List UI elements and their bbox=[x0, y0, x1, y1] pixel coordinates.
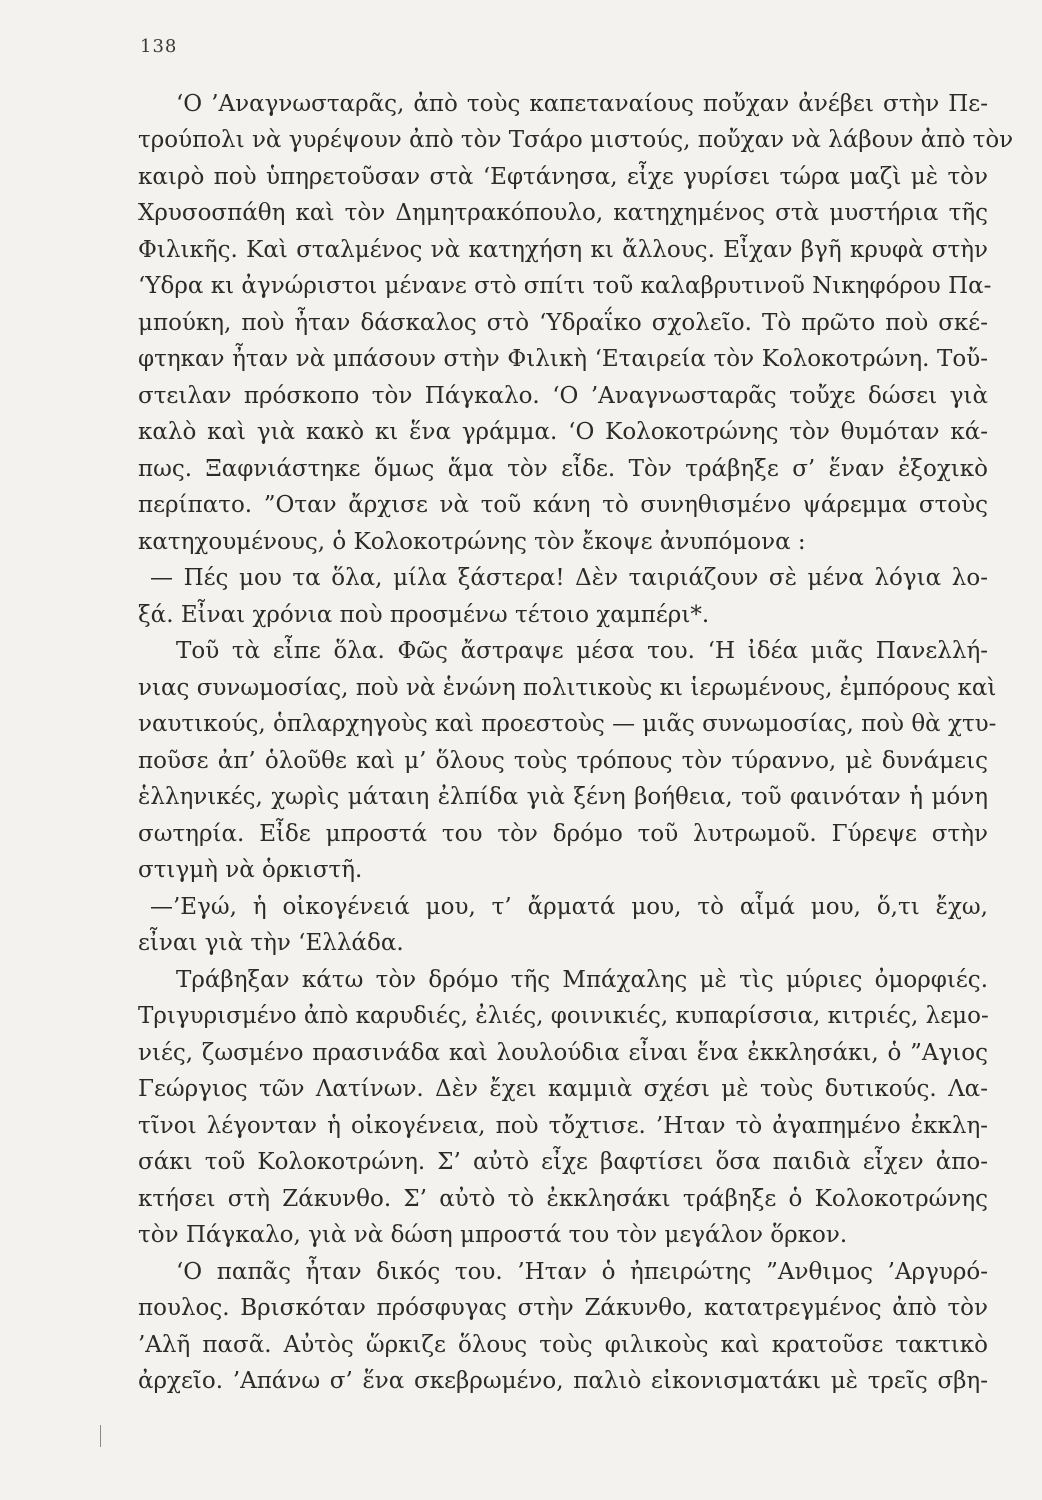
text-line: ποῦσε ἀπ’ ὁλοῦθε καὶ μ’ ὅλους τοὺς τρόπους τὸν τύραννο, μὲ δυνάμεις bbox=[138, 748, 988, 774]
text-line: Γεώργιος τῶν Λατίνων. Δὲν ἔχει καμμιὰ σχέσι μὲ τοὺς δυτικούς. Λα- bbox=[138, 1076, 988, 1102]
text-line: ‘Ο ’Αναγνωσταρᾶς, ἀπὸ τοὺς καπεταναίους ποὔχαν ἀνέβει στὴν Πε- bbox=[176, 91, 988, 117]
text-line: τῖνοι λέγονταν ἡ οἰκογένεια, ποὺ τὄχτισε. ’Ηταν τὸ ἀγαπημένο ἐκκλη- bbox=[138, 1113, 988, 1139]
text-line: ναυτικούς, ὁπλαρχηγοὺς καὶ προεστοὺς — μιᾶς συνωμοσίας, ποὺ θὰ χτυ- bbox=[138, 711, 997, 737]
text-line: Φιλικῆς. Καὶ σταλμένος νὰ κατηχήση κι ἄλλους. Εἶχαν βγῆ κρυφὰ στὴν bbox=[138, 237, 988, 263]
text-line: ‘Υδρα κι ἀγνώριστοι μένανε στὸ σπίτι τοῦ καλαβρυτινοῦ Νικηφόρου Πα- bbox=[138, 273, 992, 299]
text-line: πως. Ξαφνιάστηκε ὅμως ἅμα τὸν εἶδε. Τὸν τράβηξε σ’ ἕναν ἐξοχικὸ bbox=[138, 456, 988, 482]
text-line: Τράβηξαν κάτω τὸν δρόμο τῆς Μπάχαλης μὲ τὶς μύριες ὀμορφιές. bbox=[176, 967, 988, 993]
margin-mark bbox=[100, 1425, 101, 1447]
text-line: ‘Ο παπᾶς ἦταν δικός του. ’Ηταν ὁ ἠπειρώτης ”Ανθιμος ’Αργυρό- bbox=[176, 1259, 988, 1285]
text-line: τρούπολι νὰ γυρέψουν ἀπὸ τὸν Τσάρο μιστούς, ποὔχαν νὰ λάβουν ἀπὸ τὸν bbox=[138, 127, 1014, 153]
text-line: στειλαν πρόσκοπο τὸν Πάγκαλο. ‘Ο ’Αναγνωσταρᾶς τοὔχε δώσει γιὰ bbox=[138, 383, 988, 409]
text-line: κτήσει στὴ Ζάκυνθο. Σ’ αὐτὸ τὸ ἐκκλησάκι τράβηξε ὁ Κολοκοτρώνης bbox=[138, 1186, 988, 1212]
text-line: καλὸ καὶ γιὰ κακὸ κι ἕνα γράμμα. ‘Ο Κολοκοτρώνης τὸν θυμόταν κά- bbox=[138, 419, 988, 445]
text-line: Τριγυρισμένο ἀπὸ καρυδιές, ἐλιές, φοινικιές, κυπαρίσσια, κιτριές, λεμο- bbox=[138, 1003, 989, 1029]
text-line: ’Αλῆ πασᾶ. Αὐτὸς ὥρκιζε ὅλους τοὺς φιλικοὺς καὶ κρατοῦσε τακτικὸ bbox=[138, 1332, 988, 1358]
text-line: ἀρχεῖο. ’Απάνω σ’ ἕνα σκεβρωμένο, παλιὸ εἰκονισματάκι μὲ τρεῖς σβη- bbox=[138, 1368, 988, 1394]
text-line: φτηκαν ἦταν νὰ μπάσουν στὴν Φιλικὴ ‘Εταιρεία τὸν Κολοκοτρώνη. Τοὔ- bbox=[138, 346, 988, 372]
text-line: Χρυσοσπάθη καὶ τὸν Δημητρακόπουλο, κατηχημένος στὰ μυστήρια τῆς bbox=[138, 200, 988, 226]
text-line: σάκι τοῦ Κολοκοτρώνη. Σ’ αὐτὸ εἶχε βαφτίσει ὅσα παιδιὰ εἶχεν ἀπο- bbox=[138, 1149, 988, 1175]
text-line: — Πές μου τα ὅλα, μίλα ξάστερα! Δὲν ταιριάζουν σὲ μένα λόγια λο- bbox=[150, 565, 988, 591]
text-line: πουλος. Βρισκόταν πρόσφυγας στὴν Ζάκυνθο, κατατρεγμένος ἀπὸ τὸν bbox=[138, 1295, 988, 1321]
text-line: κατηχουμένους, ὁ Κολοκοτρώνης τὸν ἔκοψε ἀνυπόμονα : bbox=[138, 529, 806, 555]
text-line: καιρὸ ποὺ ὑπηρετοῦσαν στὰ ‘Εφτάνησα, εἶχε γυρίσει τώρα μαζὶ μὲ τὸν bbox=[138, 164, 988, 190]
text-line: εἶναι γιὰ τὴν ‘Ελλάδα. bbox=[138, 930, 404, 956]
text-line: Τοῦ τὰ εἶπε ὅλα. Φῶς ἄστραψε μέσα του. ‘Η ἰδέα μιᾶς Πανελλή- bbox=[176, 638, 988, 664]
text-line: νιές, ζωσμένο πρασινάδα καὶ λουλούδια εἶναι ἕνα ἐκκλησάκι, ὁ ”Αγιος bbox=[138, 1040, 988, 1066]
text-line: νιας συνωμοσίας, ποὺ νὰ ἑνώνη πολιτικοὺς κι ἱερωμένους, ἐμπόρους καὶ bbox=[138, 675, 997, 701]
text-line: μπούκη, ποὺ ἦταν δάσκαλος στὸ ‘Υδραΐκο σχολεῖο. Τὸ πρῶτο ποὺ σκέ- bbox=[138, 310, 988, 336]
text-line: στιγμὴ νὰ ὁρκιστῆ. bbox=[138, 857, 363, 883]
text-line: ξά. Εἶναι χρόνια ποὺ προσμένω τέτοιο χαμπέρι*. bbox=[138, 602, 710, 628]
text-line: ἑλληνικές, χωρὶς μάταιη ἐλπίδα γιὰ ξένη βοήθεια, τοῦ φαινόταν ἡ μόνη bbox=[138, 784, 988, 810]
text-line: τὸν Πάγκαλο, γιὰ νὰ δώση μπροστά του τὸν μεγάλον ὅρκον. bbox=[138, 1222, 848, 1248]
text-line: —’Εγώ, ἡ οἰκογένειά μου, τ’ ἄρματά μου, τὸ αἷμά μου, ὅ,τι ἔχω, bbox=[150, 894, 988, 920]
page-number: 138 bbox=[140, 36, 178, 57]
text-line: σωτηρία. Εἶδε μπροστά του τὸν δρόμο τοῦ λυτρωμοῦ. Γύρεψε στὴν bbox=[138, 821, 988, 847]
text-line: περίπατο. ”Οταν ἄρχισε νὰ τοῦ κάνη τὸ συνηθισμένο ψάρεμμα στοὺς bbox=[138, 492, 988, 518]
